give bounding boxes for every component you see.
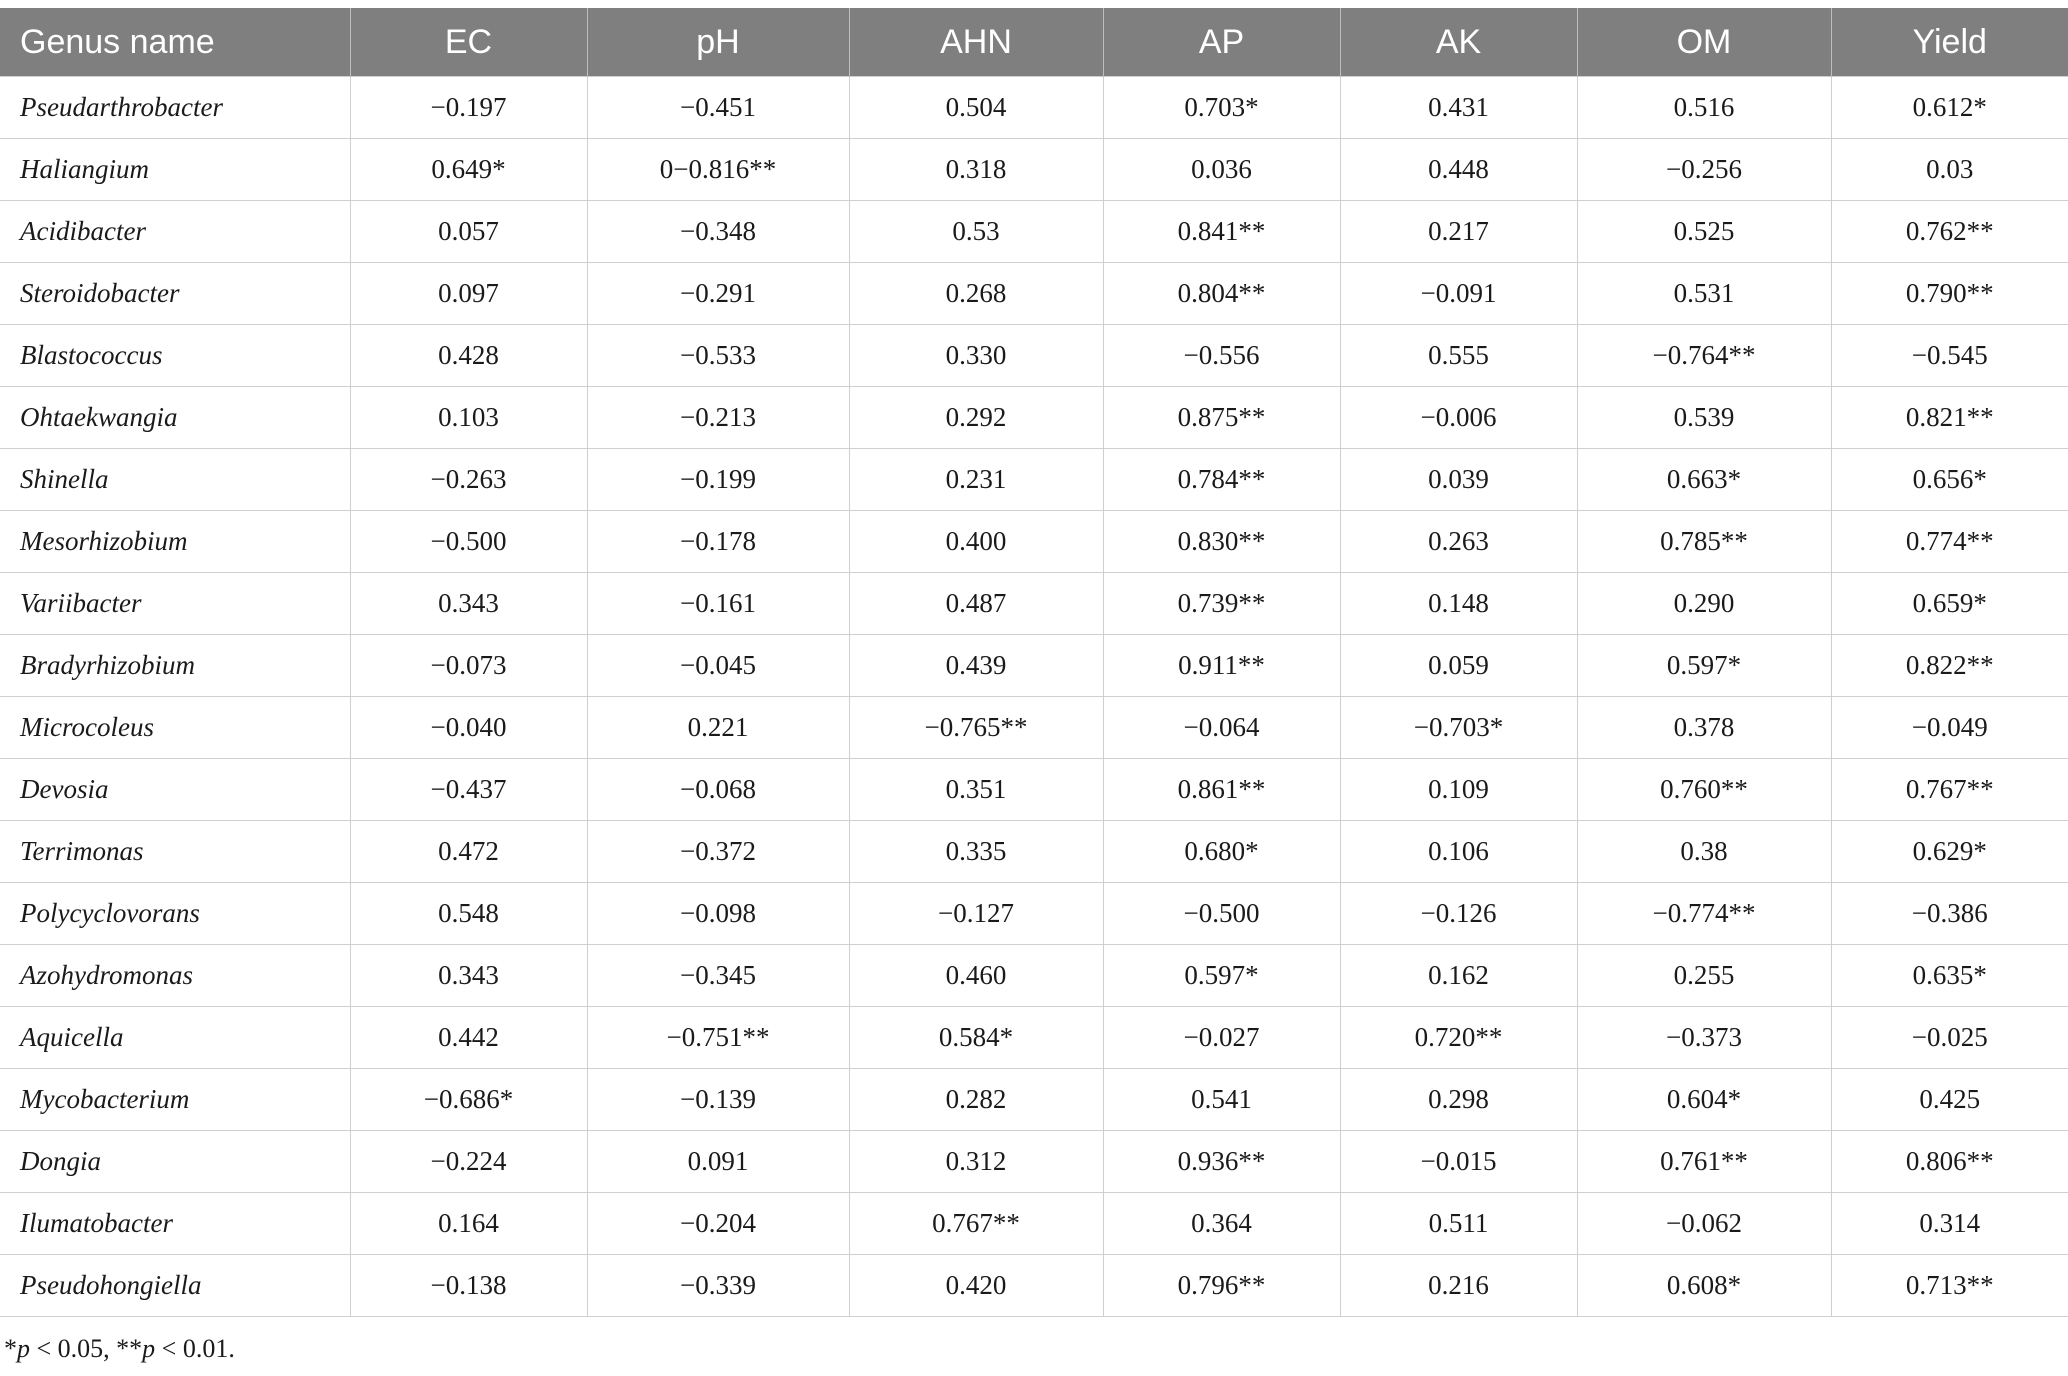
correlation-cell: 0.216 — [1340, 1255, 1577, 1317]
correlation-cell: −0.224 — [350, 1131, 587, 1193]
correlation-cell: 0.539 — [1577, 387, 1831, 449]
correlation-cell: 0.162 — [1340, 945, 1577, 1007]
correlation-cell: 0.804** — [1103, 263, 1340, 325]
correlation-cell: 0.148 — [1340, 573, 1577, 635]
correlation-cell: 0.263 — [1340, 511, 1577, 573]
correlation-cell: −0.500 — [350, 511, 587, 573]
correlation-cell: −0.386 — [1831, 883, 2068, 945]
correlation-cell: −0.127 — [849, 883, 1103, 945]
correlation-cell: 0.762** — [1831, 201, 2068, 263]
correlation-cell: −0.199 — [587, 449, 849, 511]
correlation-cell: −0.345 — [587, 945, 849, 1007]
correlation-cell: 0.343 — [350, 573, 587, 635]
correlation-cell: 0.531 — [1577, 263, 1831, 325]
correlation-cell: 0.841** — [1103, 201, 1340, 263]
correlation-cell: 0.760** — [1577, 759, 1831, 821]
genus-name-cell: Acidibacter — [0, 201, 350, 263]
correlation-cell: 0.03 — [1831, 139, 2068, 201]
correlation-table — [0, 8, 2068, 1317]
correlation-cell: 0−0.816** — [587, 139, 849, 201]
table-row — [0, 511, 2068, 573]
correlation-cell: 0.541 — [1103, 1069, 1340, 1131]
correlation-cell: 0.057 — [350, 201, 587, 263]
correlation-cell: −0.500 — [1103, 883, 1340, 945]
correlation-cell: 0.255 — [1577, 945, 1831, 1007]
correlation-cell: 0.318 — [849, 139, 1103, 201]
footnote-p-symbol: p — [17, 1334, 30, 1363]
correlation-cell: 0.635* — [1831, 945, 2068, 1007]
genus-name-cell: Polycyclovorans — [0, 883, 350, 945]
correlation-cell: 0.911** — [1103, 635, 1340, 697]
correlation-cell: −0.373 — [1577, 1007, 1831, 1069]
correlation-cell: 0.351 — [849, 759, 1103, 821]
correlation-table-container — [0, 8, 2068, 1317]
table-row — [0, 945, 2068, 1007]
correlation-cell: −0.751** — [587, 1007, 849, 1069]
correlation-cell: 0.761** — [1577, 1131, 1831, 1193]
correlation-cell: 0.091 — [587, 1131, 849, 1193]
table-row — [0, 821, 2068, 883]
correlation-cell: −0.451 — [587, 77, 849, 139]
correlation-cell: 0.335 — [849, 821, 1103, 883]
correlation-cell: 0.830** — [1103, 511, 1340, 573]
correlation-cell: 0.036 — [1103, 139, 1340, 201]
footnote-threshold-2: < 0.01. — [155, 1334, 235, 1363]
genus-name-cell: Mycobacterium — [0, 1069, 350, 1131]
genus-name-cell: Blastococcus — [0, 325, 350, 387]
correlation-cell: −0.339 — [587, 1255, 849, 1317]
genus-name-cell: Aquicella — [0, 1007, 350, 1069]
correlation-cell: 0.448 — [1340, 139, 1577, 201]
correlation-cell: 0.53 — [849, 201, 1103, 263]
correlation-cell: 0.875** — [1103, 387, 1340, 449]
correlation-cell: 0.487 — [849, 573, 1103, 635]
correlation-cell: 0.314 — [1831, 1193, 2068, 1255]
correlation-cell: −0.025 — [1831, 1007, 2068, 1069]
table-row — [0, 697, 2068, 759]
genus-name-cell: Pseudarthrobacter — [0, 77, 350, 139]
correlation-cell: 0.790** — [1831, 263, 2068, 325]
correlation-cell: 0.629* — [1831, 821, 2068, 883]
correlation-cell: −0.213 — [587, 387, 849, 449]
correlation-cell: −0.263 — [350, 449, 587, 511]
correlation-cell: 0.822** — [1831, 635, 2068, 697]
correlation-cell: 0.821** — [1831, 387, 2068, 449]
correlation-cell: −0.098 — [587, 883, 849, 945]
correlation-cell: −0.139 — [587, 1069, 849, 1131]
correlation-cell: 0.282 — [849, 1069, 1103, 1131]
correlation-cell: −0.348 — [587, 201, 849, 263]
correlation-cell: −0.161 — [587, 573, 849, 635]
correlation-cell: 0.378 — [1577, 697, 1831, 759]
genus-name-cell: Terrimonas — [0, 821, 350, 883]
correlation-cell: 0.806** — [1831, 1131, 2068, 1193]
table-row — [0, 1193, 2068, 1255]
correlation-cell: 0.221 — [587, 697, 849, 759]
correlation-cell: −0.045 — [587, 635, 849, 697]
correlation-cell: 0.420 — [849, 1255, 1103, 1317]
correlation-cell: 0.425 — [1831, 1069, 2068, 1131]
correlation-cell: 0.597* — [1577, 635, 1831, 697]
correlation-cell: −0.686* — [350, 1069, 587, 1131]
table-row — [0, 759, 2068, 821]
footnote-threshold-1: < 0.05, ** — [30, 1334, 143, 1363]
correlation-cell: 0.106 — [1340, 821, 1577, 883]
table-row — [0, 139, 2068, 201]
correlation-cell: −0.545 — [1831, 325, 2068, 387]
correlation-cell: 0.785** — [1577, 511, 1831, 573]
table-row — [0, 1255, 2068, 1317]
correlation-cell: −0.703* — [1340, 697, 1577, 759]
correlation-cell: −0.126 — [1340, 883, 1577, 945]
correlation-cell: −0.764** — [1577, 325, 1831, 387]
correlation-cell: −0.256 — [1577, 139, 1831, 201]
genus-name-cell: Pseudohongiella — [0, 1255, 350, 1317]
correlation-cell: 0.343 — [350, 945, 587, 1007]
correlation-cell: 0.312 — [849, 1131, 1103, 1193]
correlation-cell: 0.703* — [1103, 77, 1340, 139]
correlation-cell: 0.861** — [1103, 759, 1340, 821]
correlation-cell: 0.103 — [350, 387, 587, 449]
genus-name-cell: Steroidobacter — [0, 263, 350, 325]
table-row — [0, 201, 2068, 263]
correlation-cell: 0.555 — [1340, 325, 1577, 387]
correlation-cell: −0.197 — [350, 77, 587, 139]
correlation-cell: −0.437 — [350, 759, 587, 821]
table-header — [0, 8, 2068, 77]
correlation-cell: 0.097 — [350, 263, 587, 325]
correlation-cell: 0.428 — [350, 325, 587, 387]
correlation-cell: 0.217 — [1340, 201, 1577, 263]
genus-name-cell: Mesorhizobium — [0, 511, 350, 573]
footnote-star: * — [4, 1334, 17, 1363]
column-header: OM — [1577, 8, 1831, 77]
correlation-cell: 0.504 — [849, 77, 1103, 139]
correlation-cell: −0.091 — [1340, 263, 1577, 325]
correlation-cell: 0.164 — [350, 1193, 587, 1255]
correlation-cell: −0.138 — [350, 1255, 587, 1317]
correlation-cell: 0.330 — [849, 325, 1103, 387]
correlation-cell: 0.608* — [1577, 1255, 1831, 1317]
correlation-cell: −0.027 — [1103, 1007, 1340, 1069]
genus-name-cell: Azohydromonas — [0, 945, 350, 1007]
footnote-p-symbol: p — [142, 1334, 156, 1363]
correlation-cell: 0.439 — [849, 635, 1103, 697]
correlation-cell: 0.109 — [1340, 759, 1577, 821]
table-body — [0, 77, 2068, 1317]
column-header: Genus name — [0, 8, 350, 77]
correlation-cell: 0.290 — [1577, 573, 1831, 635]
genus-name-cell: Ohtaekwangia — [0, 387, 350, 449]
column-header: AHN — [849, 8, 1103, 77]
correlation-cell: −0.040 — [350, 697, 587, 759]
correlation-cell: 0.298 — [1340, 1069, 1577, 1131]
correlation-cell: −0.556 — [1103, 325, 1340, 387]
genus-name-cell: Devosia — [0, 759, 350, 821]
correlation-cell: −0.064 — [1103, 697, 1340, 759]
correlation-cell: −0.178 — [587, 511, 849, 573]
correlation-cell: 0.525 — [1577, 201, 1831, 263]
correlation-cell: 0.680* — [1103, 821, 1340, 883]
correlation-cell: 0.292 — [849, 387, 1103, 449]
correlation-cell: −0.765** — [849, 697, 1103, 759]
genus-name-cell: Microcoleus — [0, 697, 350, 759]
correlation-cell: −0.533 — [587, 325, 849, 387]
correlation-cell: 0.656* — [1831, 449, 2068, 511]
correlation-cell: −0.068 — [587, 759, 849, 821]
correlation-cell: 0.649* — [350, 139, 587, 201]
table-row — [0, 387, 2068, 449]
table-row — [0, 77, 2068, 139]
column-header: Yield — [1831, 8, 2068, 77]
correlation-cell: −0.062 — [1577, 1193, 1831, 1255]
table-row — [0, 635, 2068, 697]
correlation-cell: 0.720** — [1340, 1007, 1577, 1069]
correlation-cell: 0.663* — [1577, 449, 1831, 511]
genus-name-cell: Haliangium — [0, 139, 350, 201]
table-row — [0, 573, 2068, 635]
correlation-cell: 0.442 — [350, 1007, 587, 1069]
genus-name-cell: Dongia — [0, 1131, 350, 1193]
correlation-cell: 0.364 — [1103, 1193, 1340, 1255]
column-header: AK — [1340, 8, 1577, 77]
correlation-cell: 0.548 — [350, 883, 587, 945]
correlation-cell: 0.739** — [1103, 573, 1340, 635]
correlation-cell: −0.015 — [1340, 1131, 1577, 1193]
column-header: pH — [587, 8, 849, 77]
table-row — [0, 263, 2068, 325]
correlation-cell: 0.659* — [1831, 573, 2068, 635]
correlation-cell: 0.511 — [1340, 1193, 1577, 1255]
correlation-cell: −0.204 — [587, 1193, 849, 1255]
correlation-cell: −0.073 — [350, 635, 587, 697]
correlation-cell: 0.460 — [849, 945, 1103, 1007]
table-row — [0, 1131, 2068, 1193]
table-row — [0, 1007, 2068, 1069]
table-row — [0, 1069, 2068, 1131]
correlation-cell: 0.936** — [1103, 1131, 1340, 1193]
correlation-cell: −0.291 — [587, 263, 849, 325]
correlation-cell: 0.059 — [1340, 635, 1577, 697]
correlation-cell: 0.472 — [350, 821, 587, 883]
correlation-cell: −0.049 — [1831, 697, 2068, 759]
correlation-cell: 0.767** — [1831, 759, 2068, 821]
correlation-cell: 0.039 — [1340, 449, 1577, 511]
genus-name-cell: Shinella — [0, 449, 350, 511]
genus-name-cell: Variibacter — [0, 573, 350, 635]
correlation-cell: 0.231 — [849, 449, 1103, 511]
correlation-cell: −0.372 — [587, 821, 849, 883]
correlation-cell: −0.774** — [1577, 883, 1831, 945]
table-row — [0, 325, 2068, 387]
correlation-cell: 0.400 — [849, 511, 1103, 573]
genus-name-cell: Ilumatobacter — [0, 1193, 350, 1255]
correlation-cell: 0.612* — [1831, 77, 2068, 139]
correlation-cell: −0.006 — [1340, 387, 1577, 449]
correlation-cell: 0.38 — [1577, 821, 1831, 883]
table-row — [0, 883, 2068, 945]
correlation-cell: 0.604* — [1577, 1069, 1831, 1131]
correlation-cell: 0.516 — [1577, 77, 1831, 139]
header-row — [0, 8, 2068, 77]
correlation-cell: 0.431 — [1340, 77, 1577, 139]
genus-name-cell: Bradyrhizobium — [0, 635, 350, 697]
correlation-cell: 0.774** — [1831, 511, 2068, 573]
correlation-cell: 0.767** — [849, 1193, 1103, 1255]
correlation-cell: 0.784** — [1103, 449, 1340, 511]
correlation-cell: 0.584* — [849, 1007, 1103, 1069]
column-header: AP — [1103, 8, 1340, 77]
table-row — [0, 449, 2068, 511]
correlation-cell: 0.268 — [849, 263, 1103, 325]
column-header: EC — [350, 8, 587, 77]
correlation-cell: 0.597* — [1103, 945, 1340, 1007]
correlation-cell: 0.796** — [1103, 1255, 1340, 1317]
table-footnote — [4, 1334, 235, 1364]
correlation-cell: 0.713** — [1831, 1255, 2068, 1317]
